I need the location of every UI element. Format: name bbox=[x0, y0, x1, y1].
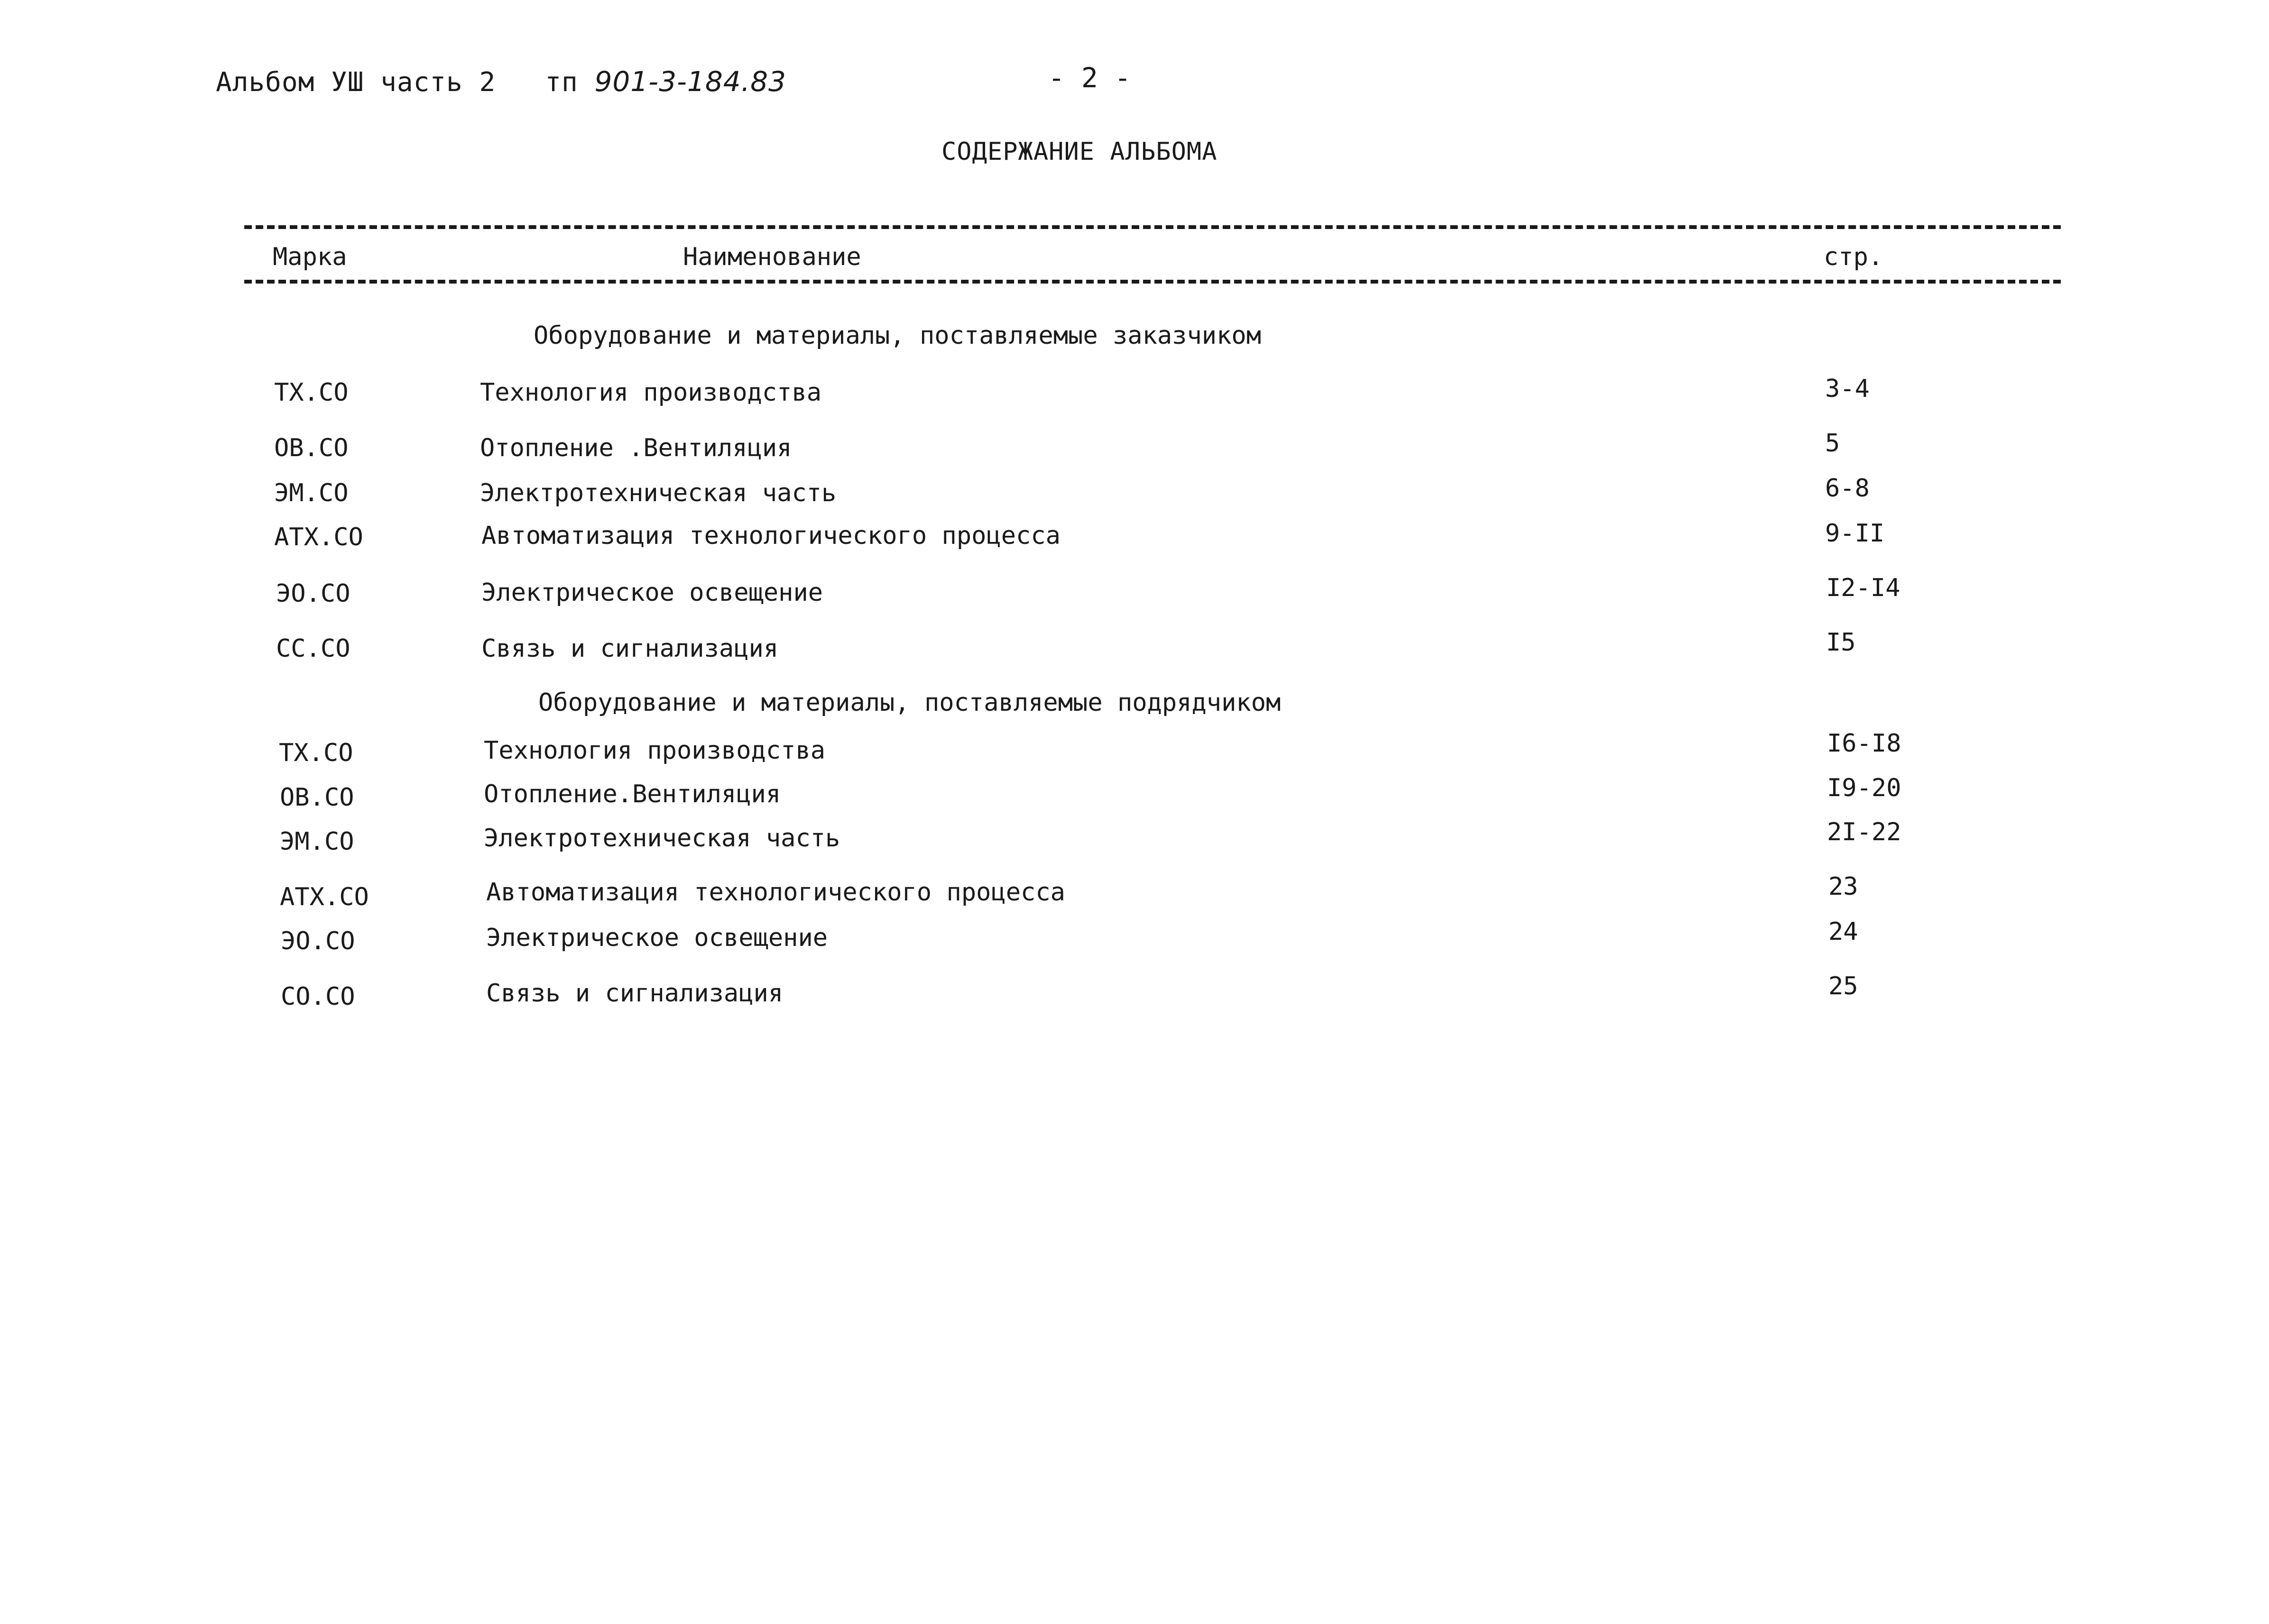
row-name: Электрическое освещение bbox=[481, 578, 823, 607]
row-name: Отопление .Вентиляция bbox=[480, 434, 792, 462]
row-pages: 25 bbox=[1828, 972, 1858, 1000]
header-top-rule bbox=[244, 225, 2061, 229]
row-pages: 6-8 bbox=[1825, 474, 1870, 503]
album-header bbox=[216, 65, 786, 98]
row-pages: I6-I8 bbox=[1827, 729, 1901, 758]
column-header-pages: стр. bbox=[1824, 243, 1883, 271]
page-number: - 2 - bbox=[1048, 62, 1131, 94]
row-mark: ЭО.СО bbox=[276, 579, 350, 608]
row-name: Отопление.Вентиляция bbox=[484, 780, 781, 808]
tp-number: 901-3-184.83 bbox=[594, 65, 786, 98]
row-name: Автоматизация технологического процесса bbox=[481, 522, 1061, 550]
row-mark: ТХ.СО bbox=[279, 739, 353, 767]
section-title-customer: Оборудование и материалы, поставляемые заказчиком bbox=[534, 321, 1262, 350]
row-pages: 9-II bbox=[1825, 519, 1885, 548]
document-title: СОДЕРЖАНИЕ АЛЬБОМА bbox=[941, 138, 1218, 166]
album-label: Альбом УШ часть 2 bbox=[216, 67, 496, 98]
row-pages: I5 bbox=[1826, 628, 1856, 657]
row-pages: 23 bbox=[1828, 872, 1858, 901]
row-pages: 5 bbox=[1825, 429, 1840, 458]
row-name: Связь и сигнализация bbox=[486, 979, 784, 1008]
row-name: Связь и сигнализация bbox=[481, 634, 779, 663]
section-title-contractor: Оборудование и материалы, поставляемые подрядчиком bbox=[538, 688, 1281, 717]
row-name: Электротехническая часть bbox=[484, 824, 840, 853]
row-mark: СС.СО bbox=[276, 634, 350, 663]
row-name: Электротехническая часть bbox=[480, 479, 837, 507]
header-bottom-rule bbox=[244, 280, 2061, 284]
row-name: Электрическое освещение bbox=[486, 924, 828, 952]
row-pages: 2I-22 bbox=[1827, 818, 1901, 846]
row-name: Технология производства bbox=[484, 736, 826, 765]
row-mark: АТХ.СО bbox=[280, 883, 369, 911]
row-name: Технология производства bbox=[480, 378, 822, 407]
row-pages: 24 bbox=[1828, 918, 1858, 946]
row-mark: ЭМ.СО bbox=[280, 827, 354, 856]
row-pages: 3-4 bbox=[1825, 375, 1870, 403]
row-pages: I9-20 bbox=[1827, 774, 1901, 802]
row-mark: ТХ.СО bbox=[274, 378, 349, 407]
row-mark: АТХ.СО bbox=[274, 523, 363, 551]
tp-prefix: тп bbox=[545, 67, 578, 98]
row-mark: ЭО.СО bbox=[281, 927, 355, 955]
row-mark: СО.СО bbox=[281, 982, 355, 1011]
column-header-mark: Марка bbox=[273, 243, 347, 271]
row-mark: ОВ.СО bbox=[274, 434, 349, 462]
row-mark: ОВ.СО bbox=[280, 783, 354, 812]
row-pages: I2-I4 bbox=[1826, 574, 1900, 602]
column-header-name: Наименование bbox=[683, 243, 861, 271]
row-mark: ЭМ.СО bbox=[274, 479, 349, 507]
row-name: Автоматизация технологического процесса bbox=[486, 878, 1065, 907]
